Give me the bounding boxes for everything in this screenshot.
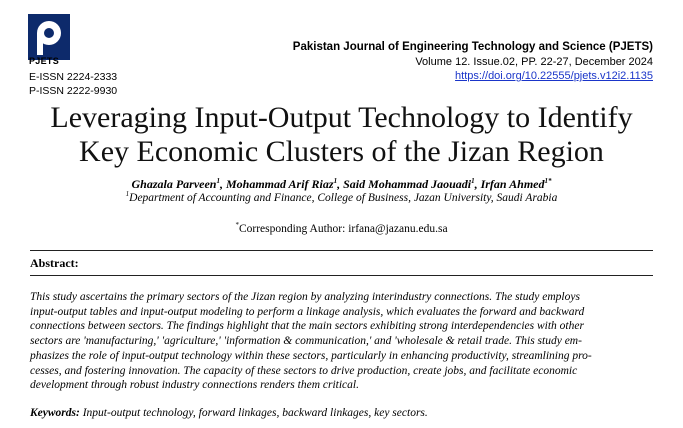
divider	[30, 250, 653, 251]
logo-text: PJETS	[29, 56, 60, 66]
corresponding-text: Corresponding Author: irfana@jazanu.edu.sa	[238, 223, 448, 235]
title-line-2: Key Economic Clusters of the Jizan Region	[79, 135, 604, 168]
author-name: Mohammad Arif Riaz	[225, 177, 334, 191]
abstract-body	[30, 290, 656, 393]
affiliation	[0, 192, 683, 204]
affiliation-mark: 1	[125, 190, 130, 199]
author-affil-mark: 1	[333, 177, 338, 185]
abstract-heading: Abstract:	[30, 256, 79, 270]
author-name: Said Mohammad Jaouadi	[343, 177, 472, 191]
abstract-line: input-output tables and input-output modeling to perform a linkage analysis, which evaluates the forward and backward	[30, 305, 585, 318]
author-affil-mark: 1	[216, 177, 220, 185]
divider	[30, 275, 653, 276]
abstract-line: connections between sectors. The findings highlight that the main sectors exhibiting strong interdependencies with other	[30, 320, 584, 333]
keywords-text: Input-output technology, forward linkages, backward linkages, key sectors.	[82, 407, 428, 419]
doi-link[interactable]: https://doi.org/10.22555/pjets.v12i2.1135	[455, 70, 653, 82]
abstract-line: development through robust industry connections renders them critical.	[30, 379, 359, 392]
abstract-line: phasizes the role of input-output technology within these sectors, particularly in enhancing productivity, streamlining pro-	[30, 349, 592, 362]
corresponding-author	[0, 223, 683, 235]
journal-header	[293, 40, 653, 84]
e-issn: E-ISSN 2224-2333	[29, 71, 118, 83]
keywords-label: Keywords:	[30, 407, 80, 419]
title-line-1: Leveraging Input-Output Technology to Identify	[50, 101, 633, 134]
journal-logo	[28, 14, 70, 60]
paper-title	[0, 101, 683, 169]
author-list: Ghazala Parveen$^1$, Mohammad Arif Riaz$^1$, Said Mohammad Jaouadi$^1$, Irfan Ahmed$^{1*}$	[131, 177, 552, 191]
author-name: Irfan Ahmed	[480, 177, 545, 191]
author-affil-mark: 1	[471, 177, 475, 185]
abstract-line: This study ascertains the primary sectors of the Jizan region by analyzing interindustry connections. The study employs	[30, 291, 580, 303]
author-name: Ghazala Parveen	[131, 177, 217, 191]
abstract-line: sectors are 'manufacturing,' 'agriculture,' 'information & communication,' and 'wholesale & retail trade. This study em-	[30, 335, 582, 348]
affiliation-text: Department of Accounting and Finance, College of Business, Jazan University, Saudi Arabia	[129, 192, 558, 204]
keywords	[30, 407, 428, 419]
author-affil-mark: 1*	[544, 177, 552, 185]
journal-volume: Volume 12. Issue.02, PP. 22-27, December 2024	[415, 55, 653, 68]
corresponding-mark: *	[235, 221, 239, 230]
abstract-line: cesses, and fostering innovation. The capacity of these sectors to drive production, create jobs, and facilitate economic	[30, 364, 578, 377]
journal-name: Pakistan Journal of Engineering Technology and Science (PJETS)	[292, 41, 653, 53]
p-issn: P-ISSN 2222-9930	[29, 85, 118, 97]
